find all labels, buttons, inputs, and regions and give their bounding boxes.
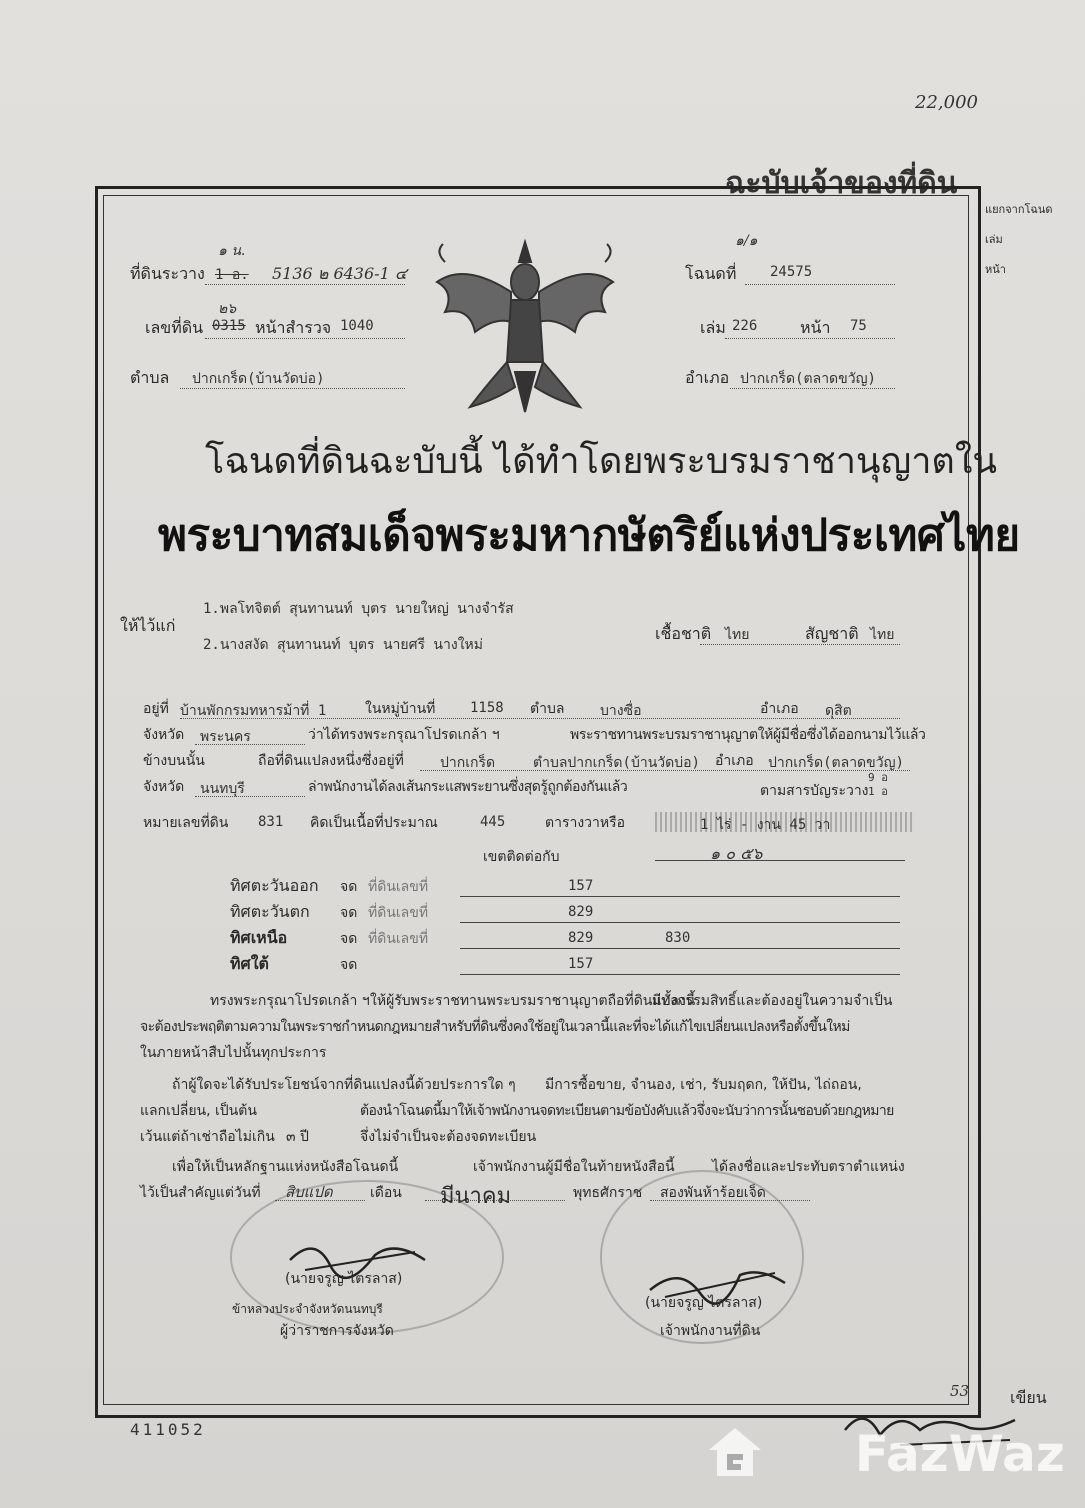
north-no: 829 [568,930,594,946]
addr-r3-b: ถือที่ดินแปลงหนึ่งซึ่งอยู่ที่ [258,753,404,769]
addr-r3-c: ปากเกร็ด [440,755,496,771]
race-line [700,644,900,645]
land-no-line [205,338,405,339]
right-signer-title: เจ้าพนักงานที่ดิน [660,1323,761,1339]
land-no-struck: 0315 [212,318,246,334]
north-line [460,948,900,949]
deed-fraction: ๑/๑ [735,233,758,249]
east-line [460,896,900,897]
addr-r4-e: 9 อ [868,771,888,784]
addr-r3-f: ปากเกร็ด(ตลาดขวัญ) [768,755,904,771]
addr-r1-b: บ้านพักกรมทหารม้าที่ 1 [180,703,327,719]
title-line-2: พระบาทสมเด็จพระมหากษัตริย์แห่งประเทศไทย [158,510,1020,561]
p3-l2a: ไว้เป็นสำคัญแต่วันที่ [140,1185,261,1201]
west-text: ที่ดินเลขที่ [368,905,429,921]
p2-l3c: จึ่งไม่จำเป็นจะต้องจดทะเบียน [360,1129,537,1145]
left-signer-title-1: ข้าหลวงประจำจังหวัดนนทบุรี [232,1302,383,1316]
right-signer-name: (นายจรูญ ไตรลาส) [645,1295,763,1311]
amphoe-label: อำเภอ [685,368,730,387]
addr-r5-f: 1 ไร่ - งาน 45 วา [700,817,831,833]
addr-r4-b: นนทบุรี [200,781,245,797]
addr-r5-a: หมายเลขที่ดิน [143,815,229,831]
south-label: ทิศใต้ [230,954,269,973]
side-note-2: เล่ม [985,233,1003,246]
p3-l2c: เดือน [370,1185,402,1201]
p1-l3: ในภายหน้าสืบไปนั้นทุกประการ [140,1045,327,1061]
watermark-text: FazWaz [854,1425,1065,1483]
fazwaz-logo-icon [705,1424,765,1480]
west-line [460,922,900,923]
p1-l1b: ให้ผู้รับพระราชทานพระบรมราชานุญาตถือที่ดินแปลงนี้ [370,993,696,1009]
addr-r3-e: อำเภอ [715,753,754,769]
p1-l1a: ทรงพระกรุณาโปรดเกล้า ฯ [210,993,370,1009]
north-text: ที่ดินเลขที่ [368,931,429,947]
tambon-value: ปากเกร็ด(บ้านวัดบ่อ) [192,371,325,387]
deed-value: 24575 [770,264,813,280]
north-label: ทิศเหนือ [230,928,288,947]
addr-r3-a: ข้างบนนั้น [143,753,205,769]
p3-l1b: เจ้าพนักงานผู้มีชื่อในท้ายหนังสือนี้ [473,1159,675,1175]
rawang-line [205,284,405,285]
addr-r1-a: อยู่ที่ [143,701,169,717]
book-label: เล่ม [700,318,726,337]
p3-l2f: สองพันห้าร้อยเจ็ด [660,1185,766,1201]
north-prefix: จด [340,931,358,947]
south-no: 157 [568,956,594,972]
addr-r4-d: ตามสารบัญระวาง [760,783,869,799]
addr-r1-line [180,718,900,719]
south-line [460,974,900,975]
amphoe-value: ปากเกร็ด(ตลาดขวัญ) [740,371,876,387]
p1-l2: จะต้องประพฤติตามความในพระราชกำหนดกฎหมายสำหรับที่ดินซึ่งคงใช้อยู่ในเวลานี้และที่จะได้แก้ไขเปลี่ยนแปลงหรือตั้งขึ้นใหม่ [140,1019,850,1035]
deed-page-value: 75 [850,318,867,334]
header-copy-title: ฉะบับเจ้าของที่ดิน [725,166,958,201]
addr-r5-b: 831 [258,814,284,830]
race-label: เชื้อชาติ [655,624,712,643]
owners-label: ให้ไว้แก่ [120,616,176,635]
east-prefix: จด [340,879,358,895]
land-no-handwritten: ๒๖ [218,301,237,317]
book-line [725,338,895,339]
survey-page-value: 1040 [340,318,374,334]
north-no-2: 830 [665,930,691,946]
addr-r5-e: ตารางวาหรือ [545,815,626,831]
addr-r5-c: คิดเป็นเนื้อที่ประมาณ [310,815,438,831]
garuda-emblem-icon [425,222,625,422]
p2-l2b: ต้องนำโฉนดนี้มาให้เจ้าพนักงานจดทะเบียนตามข้อบังคับแล้วจึ่งจะนับว่าการนั้นชอบด้วยกฎหมาย [360,1103,894,1119]
left-signer-title-2: ผู้ว่าราชการจังหวัด [280,1323,394,1339]
addr-r1-g: อำเภอ [760,701,799,717]
addr-r3-d: ตำบลปากเกร็ด(บ้านวัดบ่อ) [533,755,700,771]
p1-l1c: มีทั้งกรรมสิทธิ์และต้องอยู่ในความจำเป็น [652,993,893,1009]
p2-l3a: เว้นแต่ถ้าเช่าถือไม่เกิน [140,1129,275,1145]
addr-r2-a: จังหวัด [143,727,185,743]
tambon-label: ตำบล [130,368,170,387]
race-value: ไทย [725,627,750,643]
addr-r2-d: พระราชทานพระบรมราชานุญาตให้ผู้มีชื่อซึ่งได้ออกนามไว้แล้ว [570,727,926,743]
addr-r1-d: 1158 [470,700,504,716]
west-prefix: จด [340,905,358,921]
p2-l3b: ๓ ปี [286,1129,309,1145]
addr-r3-line [420,770,910,771]
deed-line [745,284,895,285]
addr-r4-f: 1 อ [868,785,888,798]
owner-2: 2.นางสงัด สุนทานนท์ บุตร นายศรี นางใหม่ [203,637,483,653]
nationality-label: สัญชาติ [805,624,859,643]
addr-r5-g: ๑ ๐ ๕๖ [710,844,763,863]
writer-number: 53 [950,1382,970,1400]
west-label: ทิศตะวันตก [230,902,310,921]
left-signer-name: (นายจรูญ ไตรลาส) [285,1271,403,1287]
nationality-value: ไทย [870,627,895,643]
south-prefix: จด [340,957,358,973]
east-text: ที่ดินเลขที่ [368,879,429,895]
side-note-3: หน้า [985,263,1006,276]
p2-l2a: แลกเปลี่ยน, เป็นต้น [140,1103,257,1119]
east-label: ทิศตะวันออก [230,876,319,895]
addr-r2-b: พระนคร [200,729,251,745]
p2-l1b: มีการซื้อขาย, จำนอง, เช่า, รับมฤดก, ให้ปัน, ไถ่ถอน, [545,1077,862,1093]
title-line-1: โฉนดที่ดินฉะบับนี้ ได้ทำโดยพระบรมราชานุญาตใน [205,441,997,482]
boundaries-heading: เขตติดต่อกับ [483,849,560,865]
area-underline [655,860,905,861]
p3-l1a: เพื่อให้เป็นหลักฐานแห่งหนังสือโฉนดนี้ [172,1159,399,1175]
p2-l1a: ถ้าผู้ใดจะได้รับประโยชน์จากที่ดินแปลงนี้ด้วยประการใด ๆ [172,1077,516,1093]
amphoe-line [730,388,895,389]
addr-r4-a: จังหวัด [143,779,185,795]
corner-number: 22,000 [915,92,978,113]
addr-r5-d: 445 [480,814,506,830]
rawang-label: ที่ดินระวาง [130,264,205,283]
p3-l2e: พุทธศักราช [573,1185,643,1201]
p3-l2d: มีนาคม [440,1184,512,1209]
addr-r2-line [195,744,305,745]
addr-r1-e: ตำบล [530,701,565,717]
rawang-handwritten: ๑ น. [218,243,246,259]
addr-r4-line [195,796,305,797]
addr-r1-h: ดุสิต [825,703,852,719]
east-no: 157 [568,878,594,894]
p3-l1c: ได้ลงชื่อและประทับตราตำแหน่ง [712,1159,905,1175]
serial-number: 411052 [130,1420,206,1439]
tambon-line [180,388,405,389]
west-no: 829 [568,904,594,920]
side-note-1: แยกจากโฉนด [985,203,1053,216]
land-no-label: เลขที่ดิน [145,318,204,337]
p3-l2b: สิบแปด [285,1183,333,1201]
addr-r2-c: ว่าได้ทรงพระกรุณาโปรดเกล้า ฯ [308,727,500,743]
addr-r1-f: บางซื่อ [600,703,642,719]
addr-r4-c: ล่าพนักงานได้ลงเส้นกระแสพระยานซึ่งสุดรู้ถูกต้องกันแล้ว [308,779,628,795]
survey-page-label: หน้าสำรวจ [255,318,332,337]
book-value: 226 [732,318,758,334]
deed-page-label: หน้า [800,318,831,337]
writer-label: เขียน [1010,1388,1047,1407]
rawang-typed-struck: 1 อ. [215,267,249,283]
addr-r1-c: ในหมู่บ้านที่ [365,701,436,717]
rawang-value: 5136 ๒ 6436-1 ๔ [272,264,407,283]
deed-label: โฉนดที่ [685,264,737,283]
owner-1: 1.พลโทจิตต์ สุนทานนท์ บุตร นายใหญ่ นางจำรัส [203,601,514,617]
